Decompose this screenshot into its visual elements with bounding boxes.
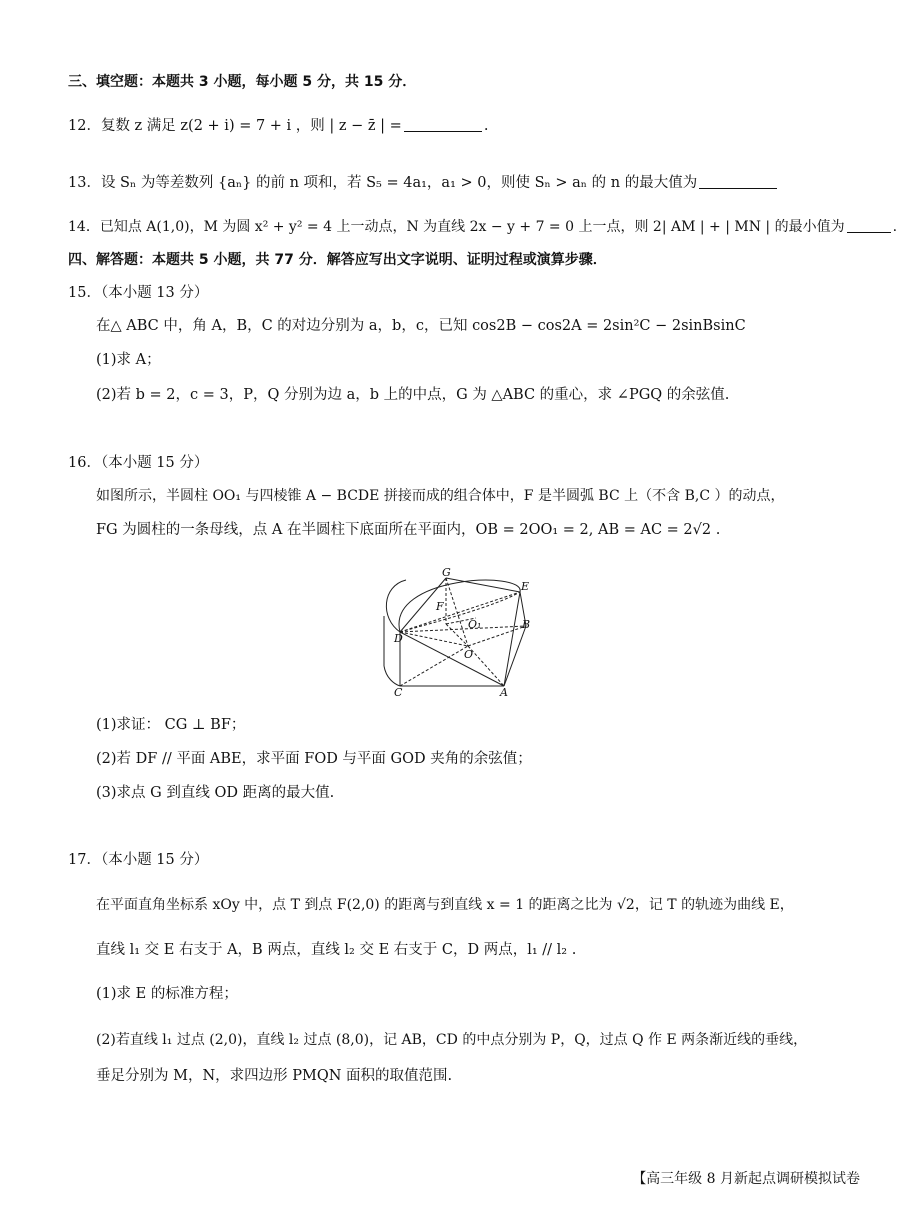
section-4-heading: 四、解答题：本题共 5 小题，共 77 分．解答应写出文字说明、证明过程或演算步骤． xyxy=(68,252,607,268)
question-15-part-1: (1)求 A； xyxy=(96,352,161,368)
question-16-part-2: (2)若 DF // 平面 ABE，求平面 FOD 与平面 GOD 夹角的余弦值； xyxy=(96,751,532,767)
question-12 xyxy=(68,116,488,136)
question-16-part-3: (3)求点 G 到直线 OD 距离的最大值. xyxy=(96,785,335,801)
question-14-end: . xyxy=(892,219,897,235)
geometry-figure xyxy=(376,566,536,698)
question-13-text: 13．设 Sₙ 为等差数列 {aₙ} 的前 n 项和，若 S₅ = 4a₁，a₁ > 0，则使 Sₙ > aₙ 的 n 的最大值为 xyxy=(68,175,698,191)
question-17-part-2a: (2)若直线 l₁ 过点 (2,0)，直线 l₂ 过点 (8,0)，记 AB，CD 的中点分别为 P，Q，过点 Q 作 E 两条渐近线的垂线， xyxy=(96,1032,808,1048)
label-o1: O₁ xyxy=(468,618,482,631)
question-16-part-1: (1)求证： CG ⊥ BF； xyxy=(96,717,246,733)
label-o: O xyxy=(464,648,474,661)
question-15-stem: 在△ ABC 中，角 A，B，C 的对边分别为 a，b，c，已知 cos2B − cos2A = 2sin²C − 2sinBsinC xyxy=(96,318,746,334)
question-14-text: 14．已知点 A(1,0)，M 为圆 x² + y² = 4 上一动点，N 为直线 2x − y + 7 = 0 上一点，则 2| AM | + | MN | 的最小值为 xyxy=(68,219,845,235)
question-12-end: . xyxy=(483,118,489,134)
page-footer: 【高三年级 8 月新起点调研模拟试卷 xyxy=(632,1171,860,1187)
question-17-stem-1: 在平面直角坐标系 xOy 中，点 T 到点 F(2,0) 的距离与到直线 x = 1 的距离之比为 √2，记 T 的轨迹为曲线 E， xyxy=(96,897,794,913)
question-15-part-2: (2)若 b = 2，c = 3，P，Q 分别为边 a，b 上的中点，G 为 △ABC 的重心，求 ∠PGQ 的余弦值. xyxy=(96,387,730,403)
section-3-heading: 三、填空题：本题共 3 小题，每小题 5 分，共 15 分． xyxy=(68,74,417,90)
label-c: C xyxy=(394,686,403,699)
label-d: D xyxy=(394,632,403,645)
question-16-stem-2: FG 为圆柱的一条母线，点 A 在半圆柱下底面所在平面内，OB = 2OO₁ = 2, AB = AC = 2√2 . xyxy=(96,522,721,538)
label-e: E xyxy=(521,580,530,593)
answer-blank-14 xyxy=(847,218,891,233)
question-17-part-1: (1)求 E 的标准方程； xyxy=(96,986,238,1002)
label-a: A xyxy=(500,686,508,699)
question-12-text: 12．复数 z 满足 z(2 + i) = 7 + i ，则 | z − z̄ | = xyxy=(68,118,402,134)
question-15-title: 15．（本小题 13 分） xyxy=(68,285,209,301)
answer-blank-12 xyxy=(404,117,482,132)
label-g: G xyxy=(442,566,451,579)
question-17-stem-2: 直线 l₁ 交 E 右支于 A，B 两点，直线 l₂ 交 E 右支于 C，D 两点，l₁ // l₂ . xyxy=(96,942,577,958)
label-f: F xyxy=(436,600,444,613)
question-16-title: 16．（本小题 15 分） xyxy=(68,455,209,471)
question-14 xyxy=(68,217,897,237)
question-13 xyxy=(68,173,779,193)
question-16-stem-1: 如图所示，半圆柱 OO₁ 与四棱锥 A − BCDE 拼接而成的组合体中，F 是半圆弧 BC 上（不含 B,C ）的动点， xyxy=(96,488,785,504)
answer-blank-13 xyxy=(699,174,777,189)
question-17-part-2b: 垂足分别为 M，N，求四边形 PMQN 面积的取值范围. xyxy=(96,1068,453,1084)
question-17-title: 17．（本小题 15 分） xyxy=(68,852,209,868)
label-b: B xyxy=(522,618,531,631)
